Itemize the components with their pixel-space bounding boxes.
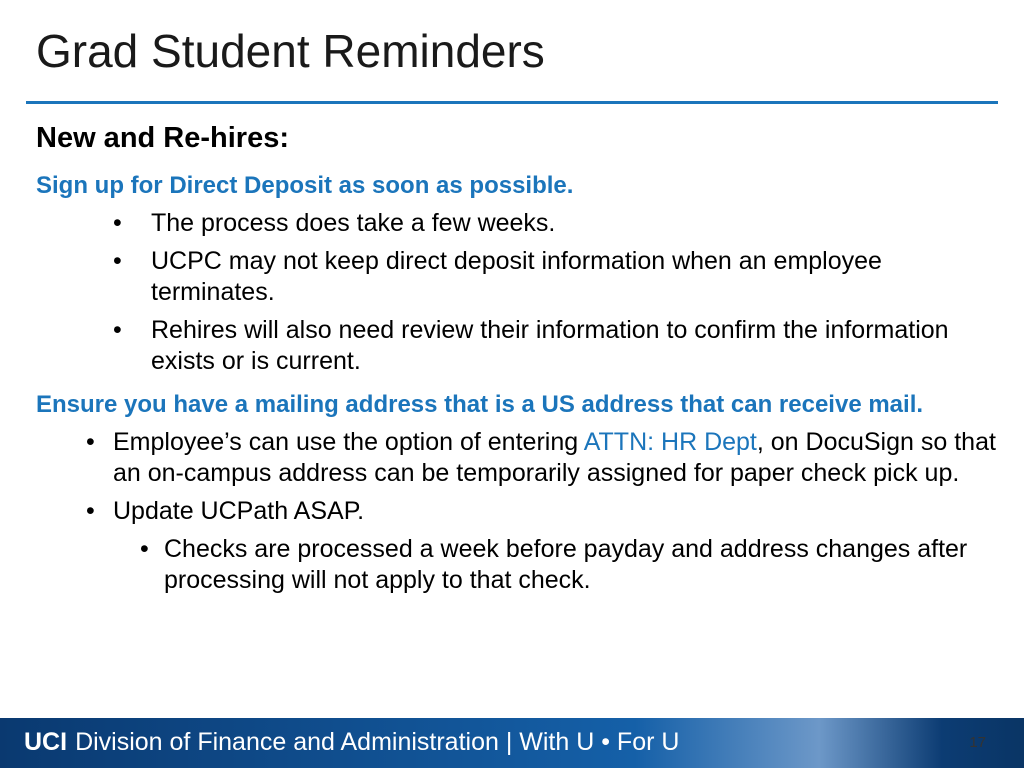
footer-bar: [0, 718, 1024, 768]
slide-title: Grad Student Reminders: [36, 25, 545, 77]
list-item: • UCPC may not keep direct deposit information when an employee terminates.: [113, 247, 882, 306]
page-number: 17: [969, 734, 986, 751]
list-item: • The process does take a few weeks.: [113, 209, 556, 237]
sub-bullet-list: [36, 534, 996, 596]
list-item: • Employee’s can use the option of entering ATTN: HR Dept, on DocuSign so that an on-campus address can be temporarily assigned for paper check pick up.: [86, 428, 996, 487]
slide-content: [36, 118, 996, 596]
bullet-icon: •: [86, 497, 95, 525]
list-item: • Checks are processed a week before payday and address changes after processing will not apply to that check.: [140, 535, 968, 594]
footer-brand-text: Division of Finance and Administration | With U • For U: [75, 728, 680, 756]
bullet-icon: •: [113, 209, 122, 237]
mailing-address-list: [36, 427, 996, 527]
bullet-icon: •: [140, 535, 149, 563]
footer-brand: [24, 728, 679, 757]
bullet-icon: •: [86, 428, 95, 456]
mailing-address-lead: Ensure you have a mailing address that is a US address that can receive mail.: [36, 391, 924, 418]
direct-deposit-list: [36, 208, 996, 377]
section-heading: New and Re-hires:: [36, 122, 289, 154]
bullet-icon: •: [113, 247, 122, 275]
direct-deposit-lead: Sign up for Direct Deposit as soon as possible.: [36, 172, 574, 199]
uci-logo-text: UCI: [24, 728, 68, 756]
bullet-icon: •: [113, 316, 122, 344]
title-divider: [26, 101, 998, 104]
list-item: • Rehires will also need review their information to confirm the information exists or is current.: [113, 316, 949, 375]
list-item: • Update UCPath ASAP.: [86, 497, 365, 525]
attn-hr-dept-text: ATTN: HR Dept: [583, 428, 757, 456]
